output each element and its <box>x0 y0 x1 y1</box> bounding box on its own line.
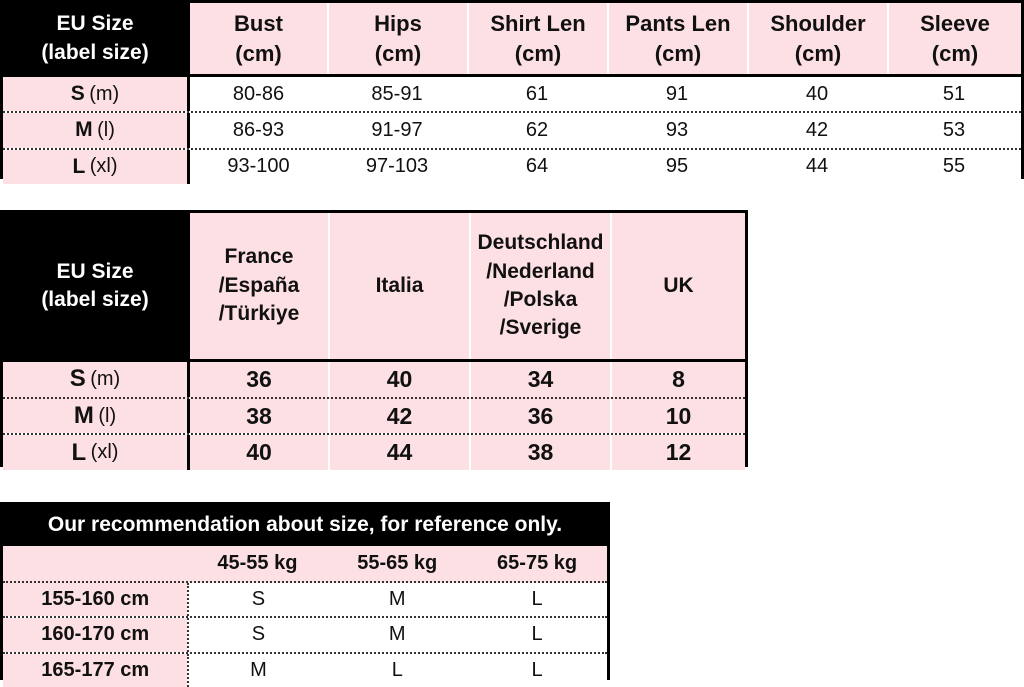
value-cell: 53 <box>887 113 1021 147</box>
table-row <box>3 654 607 687</box>
header-text: Shoulder <box>770 10 866 36</box>
value-cell: 40 <box>747 77 887 111</box>
height-label: 155-160 cm <box>3 583 187 616</box>
size-alias: (xl) <box>90 441 119 464</box>
value-cell: M <box>327 618 467 651</box>
value-cell: M <box>187 654 327 687</box>
value-cell: 91 <box>607 77 747 111</box>
value-cell: L <box>467 618 607 651</box>
value-cell: 80-86 <box>187 77 327 111</box>
value-cell: 93 <box>607 113 747 147</box>
weight-header-row <box>3 546 607 583</box>
size-letter: S <box>69 365 86 393</box>
value-cell: S <box>187 583 327 616</box>
country-header-row <box>3 213 745 362</box>
table-row <box>3 77 1021 113</box>
header-text: UK <box>663 273 694 297</box>
header-text: /Polska <box>503 288 578 311</box>
table-row <box>3 435 745 470</box>
header-text: Shirt Len <box>490 10 586 36</box>
size-alias: (xl) <box>89 155 118 178</box>
header-unit: (cm) <box>654 40 702 66</box>
header-unit: (cm) <box>931 40 979 66</box>
value-cell: M <box>327 583 467 616</box>
value-cell: 44 <box>328 435 469 470</box>
weight-header: 55-65 kg <box>327 546 467 581</box>
size-recommendation-table <box>0 502 610 680</box>
header-unit: (cm) <box>794 40 842 66</box>
recommendation-title: Our recommendation about size, for reference only. <box>3 505 607 546</box>
size-label-cell <box>3 435 187 470</box>
international-size-table <box>0 210 748 467</box>
column-header-italia <box>328 213 469 359</box>
value-cell: L <box>467 583 607 616</box>
value-cell: 42 <box>328 399 469 434</box>
header-text: Hips <box>374 10 422 36</box>
value-cell: L <box>467 654 607 687</box>
value-cell: 93-100 <box>187 150 327 184</box>
size-letter: L <box>71 438 87 466</box>
header-text: Pants Len <box>625 10 731 36</box>
header-text: Bust <box>234 10 283 36</box>
body-measurement-table <box>0 0 1024 179</box>
size-letter: L <box>72 154 86 178</box>
height-label: 165-177 cm <box>3 654 187 687</box>
eu-size-header-line1: EU Size <box>56 259 134 283</box>
value-cell: 86-93 <box>187 113 327 147</box>
height-label: 160-170 cm <box>3 618 187 651</box>
header-text: /España <box>218 273 300 297</box>
value-cell: 34 <box>469 362 610 397</box>
value-cell: 85-91 <box>327 77 467 111</box>
size-label-cell <box>3 362 187 397</box>
header-text: Deutschland <box>477 231 604 255</box>
column-header-france <box>187 213 328 359</box>
column-header-deutschland <box>469 213 610 359</box>
value-cell: 40 <box>328 362 469 397</box>
size-letter: S <box>70 81 85 105</box>
value-cell: 91-97 <box>327 113 467 147</box>
value-cell: 36 <box>187 362 328 397</box>
table-row <box>3 583 607 618</box>
header-text: Italia <box>375 273 424 297</box>
size-letter: M <box>75 118 93 142</box>
column-header-uk <box>610 213 745 359</box>
value-cell: 95 <box>607 150 747 184</box>
eu-size-header <box>3 213 187 359</box>
value-cell: 44 <box>747 150 887 184</box>
column-header-sleeve <box>887 3 1021 74</box>
header-unit: (cm) <box>514 40 562 66</box>
table-row <box>3 150 1021 184</box>
eu-size-header-line2: (label size) <box>41 40 149 64</box>
value-cell: 62 <box>467 113 607 147</box>
value-cell: 55 <box>887 150 1021 184</box>
size-alias: (m) <box>90 367 121 390</box>
header-unit: (cm) <box>374 40 422 66</box>
weight-header: 65-75 kg <box>467 546 607 581</box>
value-cell: 42 <box>747 113 887 147</box>
value-cell: 10 <box>610 399 745 434</box>
value-cell: S <box>187 618 327 651</box>
eu-size-header <box>3 3 187 74</box>
value-cell: 40 <box>187 435 328 470</box>
header-text: France <box>224 245 294 269</box>
size-alias: (m) <box>89 82 120 105</box>
table-row <box>3 113 1021 149</box>
size-alias: (l) <box>97 118 115 141</box>
size-letter: M <box>73 401 94 429</box>
size-label-cell <box>3 77 187 111</box>
eu-size-header-line1: EU Size <box>56 12 134 36</box>
header-unit: (cm) <box>235 40 282 66</box>
column-header-bust <box>187 3 327 74</box>
value-cell: 36 <box>469 399 610 434</box>
size-label-cell <box>3 150 187 184</box>
size-label-cell <box>3 399 187 434</box>
column-header-shoulder <box>747 3 887 74</box>
size-alias: (l) <box>98 404 117 427</box>
header-text: /Nederland <box>486 259 595 283</box>
column-header-pants-len <box>607 3 747 74</box>
header-text: /Türkiye <box>218 302 300 326</box>
value-cell: 38 <box>469 435 610 470</box>
table-row <box>3 618 607 653</box>
eu-size-header-line2: (label size) <box>41 288 149 311</box>
weight-header: 45-55 kg <box>187 546 327 581</box>
column-header-hips <box>327 3 467 74</box>
measurement-header-row <box>3 3 1021 77</box>
table-row <box>3 362 745 399</box>
value-cell: 12 <box>610 435 745 470</box>
empty-corner-cell <box>3 546 187 581</box>
size-label-cell <box>3 113 187 147</box>
header-text: Sleeve <box>920 10 990 36</box>
value-cell: 8 <box>610 362 745 397</box>
value-cell: 38 <box>187 399 328 434</box>
column-header-shirt-len <box>467 3 607 74</box>
value-cell: L <box>327 654 467 687</box>
value-cell: 61 <box>467 77 607 111</box>
value-cell: 51 <box>887 77 1021 111</box>
header-text: /Sverige <box>499 316 582 340</box>
value-cell: 64 <box>467 150 607 184</box>
value-cell: 97-103 <box>327 150 467 184</box>
table-row <box>3 399 745 436</box>
